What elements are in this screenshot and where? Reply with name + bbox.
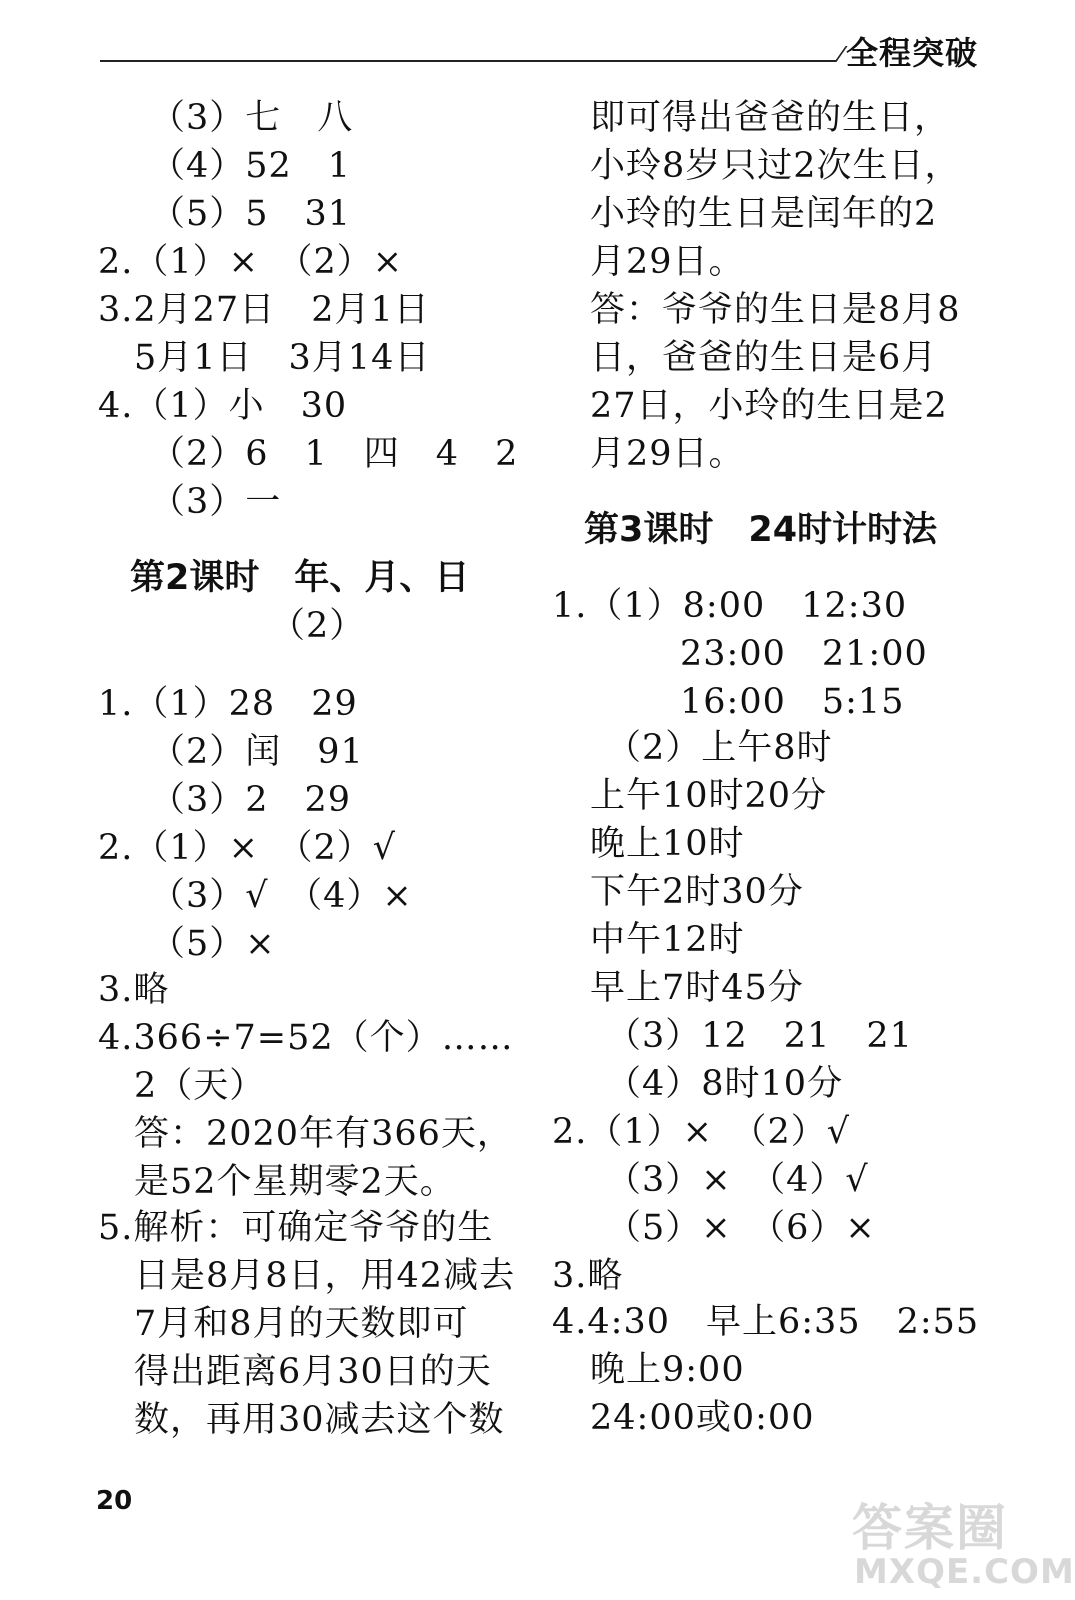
answer-line: 早上7时45分 [590, 968, 804, 1008]
answer-line: （3）12 21 21 [606, 1016, 913, 1056]
section-title: 第2课时 年、月、日 [130, 558, 470, 598]
answer-line: 晚上10时 [590, 824, 745, 864]
header-rule-hook [820, 46, 847, 62]
answer-line: 2.（1）× （2）√ [552, 1112, 851, 1152]
section-title: 第3课时 24时计时法 [584, 510, 938, 550]
answer-line: （3）× （4）√ [606, 1160, 869, 1200]
answer-line: 中午12时 [590, 920, 745, 960]
watermark-logo [848, 1486, 1075, 1596]
answer-line: （2）6 1 四 4 2 [150, 434, 519, 474]
answer-line: 小玲8岁只过2次生日， [590, 146, 961, 186]
answer-line: （5）× [150, 924, 276, 964]
section-subtitle: （2） [270, 606, 366, 646]
answer-line: 23:00 21:00 [680, 634, 928, 674]
answer-line: 5月1日 3月14日 [134, 338, 431, 378]
answer-line: （4）8时10分 [606, 1064, 844, 1104]
answer-line: 下午2时30分 [590, 872, 804, 912]
watermark-url: MXQE.COM [854, 1552, 1075, 1592]
answer-line: 4.366÷7=52（个）…… [98, 1018, 514, 1058]
answer-line: 晚上9:00 [590, 1350, 745, 1390]
answer-line: 4.（1）小 30 [98, 386, 348, 426]
header-rule [100, 60, 830, 62]
answer-line: 2.（1）× （2）√ [98, 828, 397, 868]
page-number: 20 [96, 1486, 133, 1516]
answer-line: 答：2020年有366天， [134, 1114, 513, 1154]
answer-line: 16:00 5:15 [680, 682, 905, 722]
answer-line: 2.（1）× （2）× [98, 242, 404, 282]
answer-line: 数，再用30减去这个数 [134, 1400, 505, 1440]
answer-line: （4）52 1 [150, 146, 352, 186]
answer-line: 日，爸爸的生日是6月 [590, 338, 938, 378]
answer-line: （5）× （6）× [606, 1208, 876, 1248]
answer-line: 1.（1）8:00 12:30 [552, 586, 908, 626]
answer-line: （5）5 31 [150, 194, 352, 234]
answer-line: （2）闰 91 [150, 732, 364, 772]
answer-line: 答：爷爷的生日是8月8 [590, 290, 961, 330]
answer-line: 即可得出爸爸的生日， [590, 98, 951, 138]
answer-line: 1.（1）28 29 [98, 684, 358, 724]
answer-line: 得出距离6月30日的天 [134, 1352, 492, 1392]
answer-line: 是52个星期零2天。 [134, 1162, 456, 1202]
watermark-text: 答案圈 [852, 1499, 1008, 1557]
answer-line: 日是8月8日，用42减去 [134, 1256, 516, 1296]
answer-line: 4.4:30 早上6:35 2:55 [552, 1302, 980, 1342]
answer-line: 5.解析：可确定爷爷的生 [98, 1208, 494, 1248]
answer-line: （3）2 29 [150, 780, 352, 820]
answer-line: 2（天） [134, 1066, 266, 1106]
answer-line: 7月和8月的天数即可 [134, 1304, 469, 1344]
answer-line: 上午10时20分 [590, 776, 828, 816]
answer-line: 24:00或0:00 [590, 1398, 815, 1438]
answer-line: 月29日。 [590, 434, 745, 474]
answer-line: 小玲的生日是闰年的2 [590, 194, 938, 234]
answer-line: 3.2月27日 2月1日 [98, 290, 430, 330]
answer-line: （3）七 八 [150, 98, 354, 138]
book-brand-title: 全程突破 [846, 34, 979, 72]
answer-line: 月29日。 [590, 242, 745, 282]
answer-line: （3）一 [150, 482, 282, 522]
answer-line: （3）√ （4）× [150, 876, 413, 916]
answer-line: （2）上午8时 [606, 728, 833, 768]
answer-line: 3.略 [98, 970, 170, 1010]
answer-line: 27日，小玲的生日是2 [590, 386, 948, 426]
answer-line: 3.略 [552, 1256, 624, 1296]
